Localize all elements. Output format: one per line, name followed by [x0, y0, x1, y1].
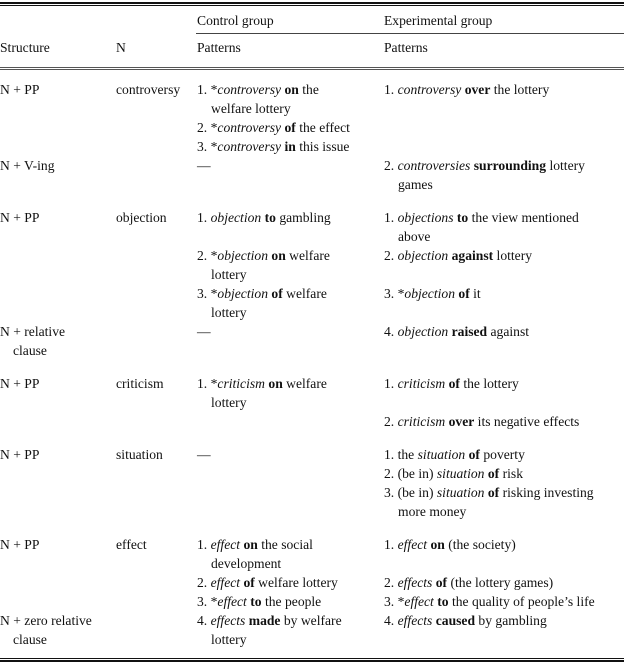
cell-structure: N + relative [0, 324, 66, 339]
pattern-item: 4. effects caused by gambling [384, 613, 547, 628]
pattern-item-cont: lottery [211, 267, 247, 282]
cell-structure-cont: clause [13, 632, 47, 647]
cell-structure-cont: clause [13, 343, 47, 358]
pattern-item: 1. *controversy on the [197, 82, 319, 97]
header-structure: Structure [0, 40, 50, 55]
empty-dash: — [197, 324, 211, 339]
cell-n: controversy [116, 82, 181, 97]
pattern-item: 3. *controversy in this issue [197, 139, 350, 154]
pattern-item: 2. *controversy of the effect [197, 120, 350, 135]
pattern-item: 4. objection raised against [384, 324, 530, 339]
pattern-item: 3. *objection of it [384, 286, 481, 301]
pattern-item: 1. criticism of the lottery [384, 376, 519, 391]
empty-dash: — [197, 447, 211, 462]
pattern-item: 1. effect on (the society) [384, 537, 516, 552]
bottom-rule-thin [0, 658, 624, 659]
cell-n: criticism [116, 376, 164, 391]
pattern-item: 2. objection against lottery [384, 248, 533, 263]
header-control-patterns: Patterns [197, 40, 241, 55]
cell-structure: N + PP [0, 210, 40, 225]
pattern-item: 1. the situation of poverty [384, 447, 525, 462]
pattern-item-cont: more money [398, 504, 467, 519]
pattern-item: 2. *objection on welfare [197, 248, 330, 263]
pattern-item: 3. *effect to the quality of people’s life [384, 594, 595, 609]
pattern-item: 2. (be in) situation of risk [384, 466, 523, 481]
cell-n: objection [116, 210, 167, 225]
pattern-item-cont: welfare lottery [211, 101, 291, 116]
pattern-item-cont: lottery [211, 632, 247, 647]
pattern-item: 2. criticism over its negative effects [384, 414, 580, 429]
pattern-item: 3. *objection of welfare [197, 286, 327, 301]
pattern-item: 1. objections to the view mentioned [384, 210, 579, 225]
pattern-item: 1. objection to gambling [197, 210, 331, 225]
pattern-item: 1. *criticism on welfare [197, 376, 327, 391]
pattern-item: 2. effects of (the lottery games) [384, 575, 554, 590]
cell-structure: N + PP [0, 82, 40, 97]
pattern-item-cont: games [398, 177, 433, 192]
cell-structure: N + zero relative [0, 613, 92, 628]
header-control-group: Control group [197, 13, 274, 28]
pattern-item: 1. effect on the social [197, 537, 313, 552]
cell-n: effect [116, 537, 147, 552]
pattern-item: 3. (be in) situation of risking investing [384, 485, 594, 500]
cell-structure: N + PP [0, 447, 40, 462]
pattern-item-cont: development [211, 556, 282, 571]
cell-n: situation [116, 447, 163, 462]
header-experimental-patterns: Patterns [384, 40, 428, 55]
pattern-item: 3. *effect to the people [197, 594, 322, 609]
header-rule-2 [0, 69, 624, 70]
pattern-item-cont: above [398, 229, 431, 244]
pattern-item: 2. controversies surrounding lottery [384, 158, 585, 173]
cell-structure: N + PP [0, 537, 40, 552]
pattern-item: 2. effect of welfare lottery [197, 575, 338, 590]
pattern-item: 4. effects made by welfare [197, 613, 342, 628]
top-rule [0, 2, 624, 4]
cell-structure: N + V-ing [0, 158, 55, 173]
group-rule [196, 33, 624, 34]
bottom-rule [0, 660, 624, 662]
cell-structure: N + PP [0, 376, 40, 391]
pattern-item-cont: lottery [211, 395, 247, 410]
top-rule-thin [0, 5, 624, 6]
pattern-item: 1. controversy over the lottery [384, 82, 550, 97]
pattern-item-cont: lottery [211, 305, 247, 320]
empty-dash: — [197, 158, 211, 173]
header-n: N [116, 40, 126, 55]
header-experimental-group: Experimental group [384, 13, 493, 28]
header-rule [0, 67, 624, 68]
